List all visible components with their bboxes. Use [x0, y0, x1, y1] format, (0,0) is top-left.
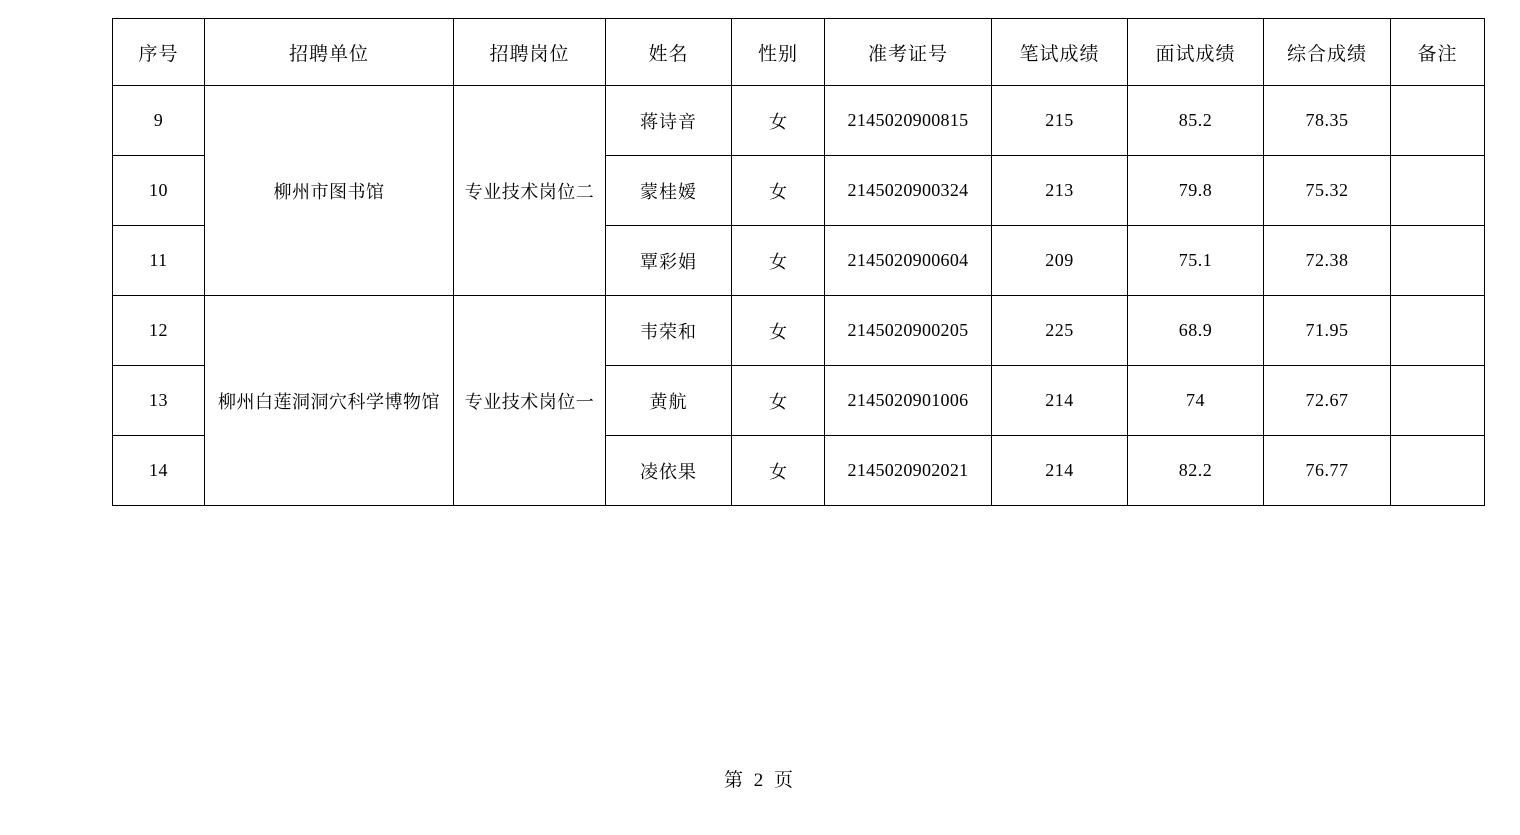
- cell-interview-score: 79.8: [1128, 156, 1264, 226]
- column-header-interview-score: 面试成绩: [1128, 19, 1264, 86]
- cell-interview-score: 82.2: [1128, 436, 1264, 506]
- column-header-written-score: 笔试成绩: [992, 19, 1128, 86]
- cell-ticket: 2145020900815: [825, 86, 992, 156]
- cell-unit: 柳州白莲洞洞穴科学博物馆: [205, 296, 454, 506]
- cell-remark: [1391, 296, 1485, 366]
- cell-gender: 女: [732, 156, 825, 226]
- cell-gender: 女: [732, 226, 825, 296]
- cell-seq: 12: [113, 296, 205, 366]
- cell-total-score: 76.77: [1264, 436, 1391, 506]
- cell-remark: [1391, 226, 1485, 296]
- table-row: [113, 86, 1485, 156]
- column-header-unit: 招聘单位: [205, 19, 454, 86]
- cell-name: 覃彩娟: [606, 226, 732, 296]
- table-header-row: [113, 19, 1485, 86]
- cell-total-score: 72.38: [1264, 226, 1391, 296]
- cell-ticket: 2145020900205: [825, 296, 992, 366]
- cell-name: 凌依果: [606, 436, 732, 506]
- cell-written-score: 214: [992, 366, 1128, 436]
- cell-interview-score: 68.9: [1128, 296, 1264, 366]
- cell-name: 蒙桂嫒: [606, 156, 732, 226]
- cell-name: 蒋诗音: [606, 86, 732, 156]
- column-header-total-score: 综合成绩: [1264, 19, 1391, 86]
- column-header-remark: 备注: [1391, 19, 1485, 86]
- cell-remark: [1391, 366, 1485, 436]
- cell-seq: 14: [113, 436, 205, 506]
- cell-total-score: 72.67: [1264, 366, 1391, 436]
- cell-written-score: 209: [992, 226, 1128, 296]
- cell-interview-score: 85.2: [1128, 86, 1264, 156]
- cell-gender: 女: [732, 436, 825, 506]
- column-header-post: 招聘岗位: [454, 19, 606, 86]
- cell-name: 韦荣和: [606, 296, 732, 366]
- page-number-footer: 第 2 页: [723, 770, 796, 791]
- cell-unit: 柳州市图书馆: [205, 86, 454, 296]
- cell-total-score: 75.32: [1264, 156, 1391, 226]
- cell-ticket: 2145020900604: [825, 226, 992, 296]
- cell-seq: 11: [113, 226, 205, 296]
- cell-gender: 女: [732, 366, 825, 436]
- cell-written-score: 215: [992, 86, 1128, 156]
- cell-seq: 10: [113, 156, 205, 226]
- cell-interview-score: 75.1: [1128, 226, 1264, 296]
- cell-remark: [1391, 156, 1485, 226]
- column-header-name: 姓名: [606, 19, 732, 86]
- cell-ticket: 2145020901006: [825, 366, 992, 436]
- cell-total-score: 71.95: [1264, 296, 1391, 366]
- cell-seq: 9: [113, 86, 205, 156]
- cell-written-score: 213: [992, 156, 1128, 226]
- cell-seq: 13: [113, 366, 205, 436]
- column-header-ticket: 准考证号: [825, 19, 992, 86]
- cell-gender: 女: [732, 86, 825, 156]
- cell-total-score: 78.35: [1264, 86, 1391, 156]
- cell-post: 专业技术岗位二: [454, 86, 606, 296]
- cell-name: 黄航: [606, 366, 732, 436]
- cell-post: 专业技术岗位一: [454, 296, 606, 506]
- cell-remark: [1391, 436, 1485, 506]
- cell-ticket: 2145020902021: [825, 436, 992, 506]
- column-header-seq: 序号: [113, 19, 205, 86]
- table-row: [113, 296, 1485, 366]
- results-table: [112, 18, 1485, 506]
- results-table-container: [112, 18, 1484, 506]
- cell-gender: 女: [732, 296, 825, 366]
- cell-written-score: 225: [992, 296, 1128, 366]
- cell-remark: [1391, 86, 1485, 156]
- cell-written-score: 214: [992, 436, 1128, 506]
- cell-interview-score: 74: [1128, 366, 1264, 436]
- cell-ticket: 2145020900324: [825, 156, 992, 226]
- column-header-gender: 性别: [732, 19, 825, 86]
